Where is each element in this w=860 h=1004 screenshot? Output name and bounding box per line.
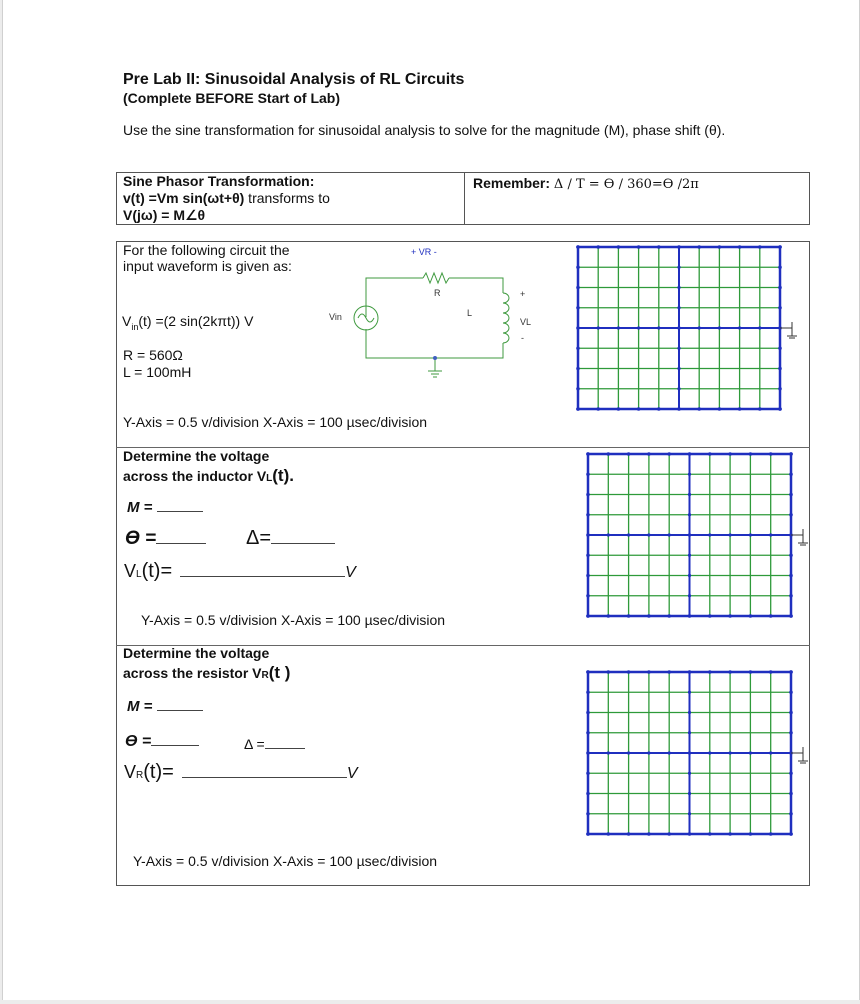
resistor-heading-text: across the resistor [123,665,253,681]
resistor-delta [244,736,305,752]
grid-tick [728,452,732,456]
inductor-v-blank[interactable] [180,576,345,577]
grid-tick [586,452,590,456]
inductor-voltage-expression [124,560,356,583]
resistor-heading-t: (t ) [268,663,291,682]
grid-tick [789,594,793,598]
intro-text: Use the sine transformation for sinusoidal analysis to solve for the magnitude (M), phase shift (θ). [123,122,726,138]
grid-tick [688,574,691,577]
inductor-delta-label: Δ= [246,527,272,549]
resistor-v-blank[interactable] [182,777,347,778]
grid-tick [607,670,611,674]
grid-tick [586,812,590,816]
inductor-v-t: (t)= [141,560,173,582]
grid-tick [738,407,742,411]
grid-tick [688,594,691,597]
inductor-v-symbol: V [124,561,137,581]
grid-tick [688,533,691,536]
grid-tick [789,690,793,694]
wire-bottom [366,329,503,358]
resistor-v-symbol: V [124,762,137,782]
resistor-heading-line2 [123,663,290,685]
grid-tick [647,751,650,754]
inductor-theta-label: ϴ = [125,528,157,549]
grid-tick [576,265,580,269]
grid-tick [688,832,691,835]
grid-tick [677,306,680,309]
grid-tick [789,832,793,836]
grid-tick [688,452,691,455]
grid-tick [586,493,590,497]
grid-tick [769,751,772,754]
grid-tick [738,245,742,249]
inductor-theta-blank[interactable] [156,543,206,544]
grid-tick [576,245,580,249]
grid-tick [677,266,680,269]
grid-tick [668,751,671,754]
grid-tick [778,245,782,249]
grid-tick [697,245,701,249]
grid-tick [647,670,651,674]
grid-tick [627,751,630,754]
grid-tick [667,452,671,456]
grid-tick [749,452,753,456]
grid-tick [769,670,773,674]
phasor-transforms-to: transforms to [244,190,330,206]
grid-tick [688,493,691,496]
phasor-transformation [123,173,330,224]
grid-tick [789,670,793,674]
grid-tick [749,533,752,536]
grid-tick [576,346,580,350]
grid-tick [708,670,712,674]
grid-tick [647,832,651,836]
grid-tick [749,751,752,754]
grid-tick [688,554,691,557]
phasor-heading: Sine Phasor Transformation: [123,173,315,189]
inductor-delta [246,527,335,550]
grid-tick [789,614,793,618]
section2-axis-scale: Y-Axis = 0.5 v/division X-Axis = 100 µsec/division [141,612,446,628]
grid-tick [778,306,782,310]
grid-tick [749,832,753,836]
grid-tick [789,472,793,476]
grid-tick [647,614,651,618]
grid-tick [597,326,600,329]
r-label: R [434,288,441,298]
grid-tick [708,614,712,618]
oscilloscope-grid-inductor [583,450,808,620]
grid-tick [789,553,793,557]
resistor-heading [123,644,290,685]
inductor-phase [125,528,206,550]
grid-tick [586,553,590,557]
phasor-line2 [123,190,330,207]
resistor-m-label: M = [127,698,153,715]
grid-tick [596,407,600,411]
grid-tick [627,452,631,456]
grid-tick [688,711,691,714]
grid-tick [769,832,773,836]
grid-tick [677,347,680,350]
grid-tick [789,731,793,735]
grid-tick [708,452,712,456]
grid-tick [688,772,691,775]
inductor-heading-line2 [123,466,294,488]
vin-symbol: V [122,313,132,329]
grid-tick [789,711,793,715]
inductor-m-blank[interactable] [157,511,203,512]
inductor-symbol [503,293,509,343]
grid-tick [667,614,671,618]
grid-tick [657,326,660,329]
grid-tick [617,407,621,411]
grid-tick [698,326,701,329]
grid-tick [607,832,611,836]
grid-tick [586,594,590,598]
grid-tick [677,286,680,289]
grid-tick [738,326,741,329]
resistor-delta-blank[interactable] [265,748,305,749]
ground-symbol [428,371,442,377]
inductor-delta-blank[interactable] [271,543,335,544]
grid-tick [576,306,580,310]
remember-label: Remember: [473,175,551,191]
grid-tick [586,690,590,694]
grid-tick [586,771,590,775]
wire-top-right [449,278,503,293]
grid-tick [586,670,590,674]
grid-tick [718,245,722,249]
grid-tick [657,245,661,249]
inductor-magnitude [127,499,203,516]
grid-tick [586,711,590,715]
vin-equation [122,313,253,332]
phasor-line3: V(jω) = M∠θ [123,207,206,223]
grid-tick [778,387,782,391]
grid-tick [667,670,671,674]
grid-tick [688,513,691,516]
grid-tick [688,792,691,795]
grid-tick [778,346,782,350]
grid-tick [718,407,722,411]
grid-tick [607,751,610,754]
grid-tick [758,245,762,249]
inductor-heading [123,447,294,488]
oscilloscope-grid-input [573,243,798,413]
grid-tick [637,326,640,329]
page-title: Pre Lab II: Sinusoidal Analysis of RL Circuits [123,71,465,88]
grid-tick [769,452,773,456]
grid-tick [688,670,691,673]
grid-tick [576,286,580,290]
grid-tick [677,387,680,390]
grid-tick [789,771,793,775]
grid-tick [729,533,732,536]
page-subtitle: (Complete BEFORE Start of Lab) [123,90,341,106]
remember-note [473,175,699,192]
oscilloscope-grid-resistor [583,668,808,838]
worksheet-page [2,0,860,1000]
inductor-v-sub: L [136,569,142,580]
grid-tick [657,407,661,411]
grid-tick [668,533,671,536]
grid-tick [586,472,590,476]
inductor-m-label: M = [127,499,153,516]
grid-tick [749,670,753,674]
grid-tick [749,614,753,618]
remember-formula: Δ / T = ϴ / 360=ϴ /2π [553,177,699,192]
grid-tick [778,367,782,371]
grid-tick [697,407,701,411]
grid-tick [586,533,590,537]
grid-tick [688,731,691,734]
inductor-heading-line1: Determine the voltage [123,448,270,464]
grid-tick [789,792,793,796]
resistor-heading-sub: R [261,670,269,681]
grid-tick [789,513,793,517]
wire-top-left [366,278,423,317]
grid-tick [718,326,721,329]
grid-tick [677,326,680,329]
grid-tick [586,574,590,578]
grid-tick [637,245,641,249]
resistor-heading-v: V [252,665,262,681]
rl-circuit-diagram [323,243,548,383]
resistor-heading-line1: Determine the voltage [123,645,270,661]
grid-tick [586,751,590,755]
resistor-m-blank[interactable] [157,710,203,711]
resistor-theta-blank[interactable] [151,745,199,746]
grid-tick [586,614,590,618]
grid-tick [627,614,631,618]
vr-label: + VR - [411,247,437,257]
grid-tick [728,670,732,674]
vl-plus-label: + [520,289,526,299]
grid-tick [627,670,631,674]
grid-tick [728,832,732,836]
grid-tick [617,326,620,329]
grid-tick [708,751,711,754]
phasor-divider [464,172,465,225]
resistor-voltage-expression [124,761,357,784]
grid-tick [789,452,793,456]
grid-tick [778,286,782,290]
resistor-v-sub: R [136,770,144,781]
grid-tick [688,473,691,476]
grid-tick [617,245,621,249]
grid-tick [607,614,611,618]
grid-tick [778,407,782,411]
grid-tick [688,614,691,617]
grid-tick [637,407,641,411]
resistor-symbol [423,273,449,283]
grid-tick [769,533,772,536]
grid-tick [688,691,691,694]
ground-node [433,356,437,360]
grid-tick [789,574,793,578]
inductor-value: L = 100mH [123,364,192,380]
grid-tick [667,832,671,836]
grid-tick [576,407,580,411]
grid-tick [627,832,631,836]
phasor-formula: v(t) =Vm sin(ωt+θ) [123,190,245,206]
vl-minus-label: - [521,333,524,343]
inductor-heading-t: (t). [272,466,294,485]
grid-tick [778,265,782,269]
section3-axis-scale: Y-Axis = 0.5 v/division X-Axis = 100 µsec/division [133,853,438,869]
resistor-phase [125,733,199,751]
inductor-heading-sub: L [266,473,273,484]
grid-tick [586,731,590,735]
grid-tick [647,452,651,456]
resistor-magnitude [127,698,203,715]
grid-tick [677,245,680,248]
component-values [123,347,191,381]
grid-tick [789,812,793,816]
resistor-delta-label: Δ = [244,736,265,752]
vin-label: Vin [329,312,342,322]
resistor-v-unit: V [346,765,358,782]
grid-tick [596,245,600,249]
grid-tick [607,533,610,536]
grid-tick [647,533,650,536]
l-label: L [467,308,473,318]
grid-tick [728,614,732,618]
inductor-heading-text: across the inductor [123,468,257,484]
inductor-heading-v: V [256,468,267,484]
vin-subscript: in [131,321,139,332]
grid-tick [708,533,711,536]
grid-tick [758,407,762,411]
grid-tick [586,513,590,517]
circuit-description: For the following circuit the input waveform is given as: [123,242,292,274]
grid-tick [627,533,630,536]
grid-tick [677,407,680,410]
grid-tick [729,751,732,754]
grid-tick [576,367,580,371]
grid-tick [576,387,580,391]
grid-tick [769,614,773,618]
resistor-v-t: (t)= [143,761,174,783]
grid-tick [677,367,680,370]
grid-tick [688,812,691,815]
resistor-theta-label: ϴ = [125,733,152,750]
vin-expression: (t) =(2 sin(2kπt)) V [138,313,254,329]
inductor-v-unit: V [345,564,356,581]
grid-tick [688,751,691,754]
section1-axis-scale: Y-Axis = 0.5 v/division X-Axis = 100 µsec/division [123,414,428,430]
resistor-value: R = 560Ω [123,347,183,363]
grid-tick [758,326,761,329]
grid-tick [607,452,611,456]
grid-tick [789,493,793,497]
vl-label: VL [520,317,532,327]
grid-tick [586,832,590,836]
grid-tick [576,326,580,330]
grid-tick [708,832,712,836]
grid-tick [586,792,590,796]
